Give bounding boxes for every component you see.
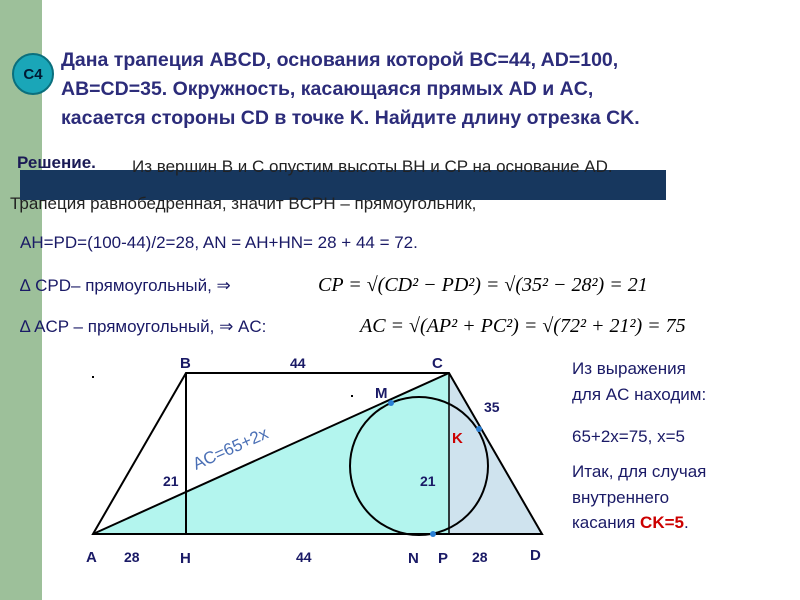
- solution-line-4: ∆ CPD– прямоугольный, ⇒: [20, 276, 231, 295]
- solution-line-2: Трапеция равнобедренная, значит BCPH – прямоугольник,: [10, 194, 477, 213]
- label-h: H: [180, 550, 191, 567]
- label-a: A: [86, 549, 97, 566]
- note-line-6: [572, 511, 689, 535]
- note-line-6-suffix: .: [683, 513, 689, 532]
- solution-line-3: AH=PD=(100-44)/2=28, AN = AH+HN= 28 + 44 = 72.: [20, 233, 418, 252]
- formula-ac: AC = √(AP² + PC²) = √(72² + 21²) = 75: [360, 315, 686, 337]
- note-line-2: для AC находим:: [572, 385, 707, 404]
- solution-label: Решение.: [17, 153, 96, 172]
- label-k: K: [452, 430, 463, 447]
- measure-cd: 35: [484, 399, 500, 415]
- stray-dot: [92, 376, 94, 378]
- label-c: C: [432, 355, 443, 372]
- note-line-1: Из выражения: [572, 359, 686, 378]
- answer-ck: CK=5: [640, 513, 684, 532]
- problem-line-1: Дана трапеция ABCD, основания которой BC=44, AD=100,: [61, 49, 619, 71]
- measure-ah: 28: [124, 549, 140, 565]
- measure-ac: AC=65+2x: [189, 423, 272, 474]
- task-badge: C4: [12, 53, 54, 95]
- solution-line-5: ∆ ACP – прямоугольный, ⇒ AC:: [20, 317, 267, 336]
- stray-dot: [351, 395, 353, 397]
- measure-pd: 28: [472, 549, 488, 565]
- solution-line-1: Из вершин B и C опустим высоты BH и CP на основание AD.: [132, 157, 613, 176]
- note-line-4: Итак, для случая: [572, 462, 707, 481]
- measure-bc: 44: [290, 355, 306, 371]
- label-b: B: [180, 355, 191, 372]
- measure-hn: 44: [296, 549, 312, 565]
- label-m: M: [375, 385, 388, 402]
- measure-bh: 21: [163, 473, 179, 489]
- note-line-3: 65+2x=75, x=5: [572, 427, 685, 446]
- problem-line-2: AB=CD=35. Окружность, касающаяся прямых AD и AC,: [61, 78, 594, 100]
- formula-cp: CP = √(CD² − PD²) = √(35² − 28²) = 21: [318, 274, 648, 296]
- tangent-point-n: [430, 531, 436, 537]
- label-n: N: [408, 550, 419, 567]
- label-d: D: [530, 547, 541, 564]
- label-p: P: [438, 550, 449, 567]
- note-line-5: внутреннего: [572, 488, 670, 507]
- tangent-point-m: [388, 400, 394, 406]
- measure-cp: 21: [420, 473, 436, 489]
- tangent-point-k: [476, 426, 482, 432]
- note-line-6-prefix: касания: [572, 513, 641, 532]
- problem-line-3: касается стороны CD в точке K. Найдите длину отрезка CK.: [61, 107, 640, 129]
